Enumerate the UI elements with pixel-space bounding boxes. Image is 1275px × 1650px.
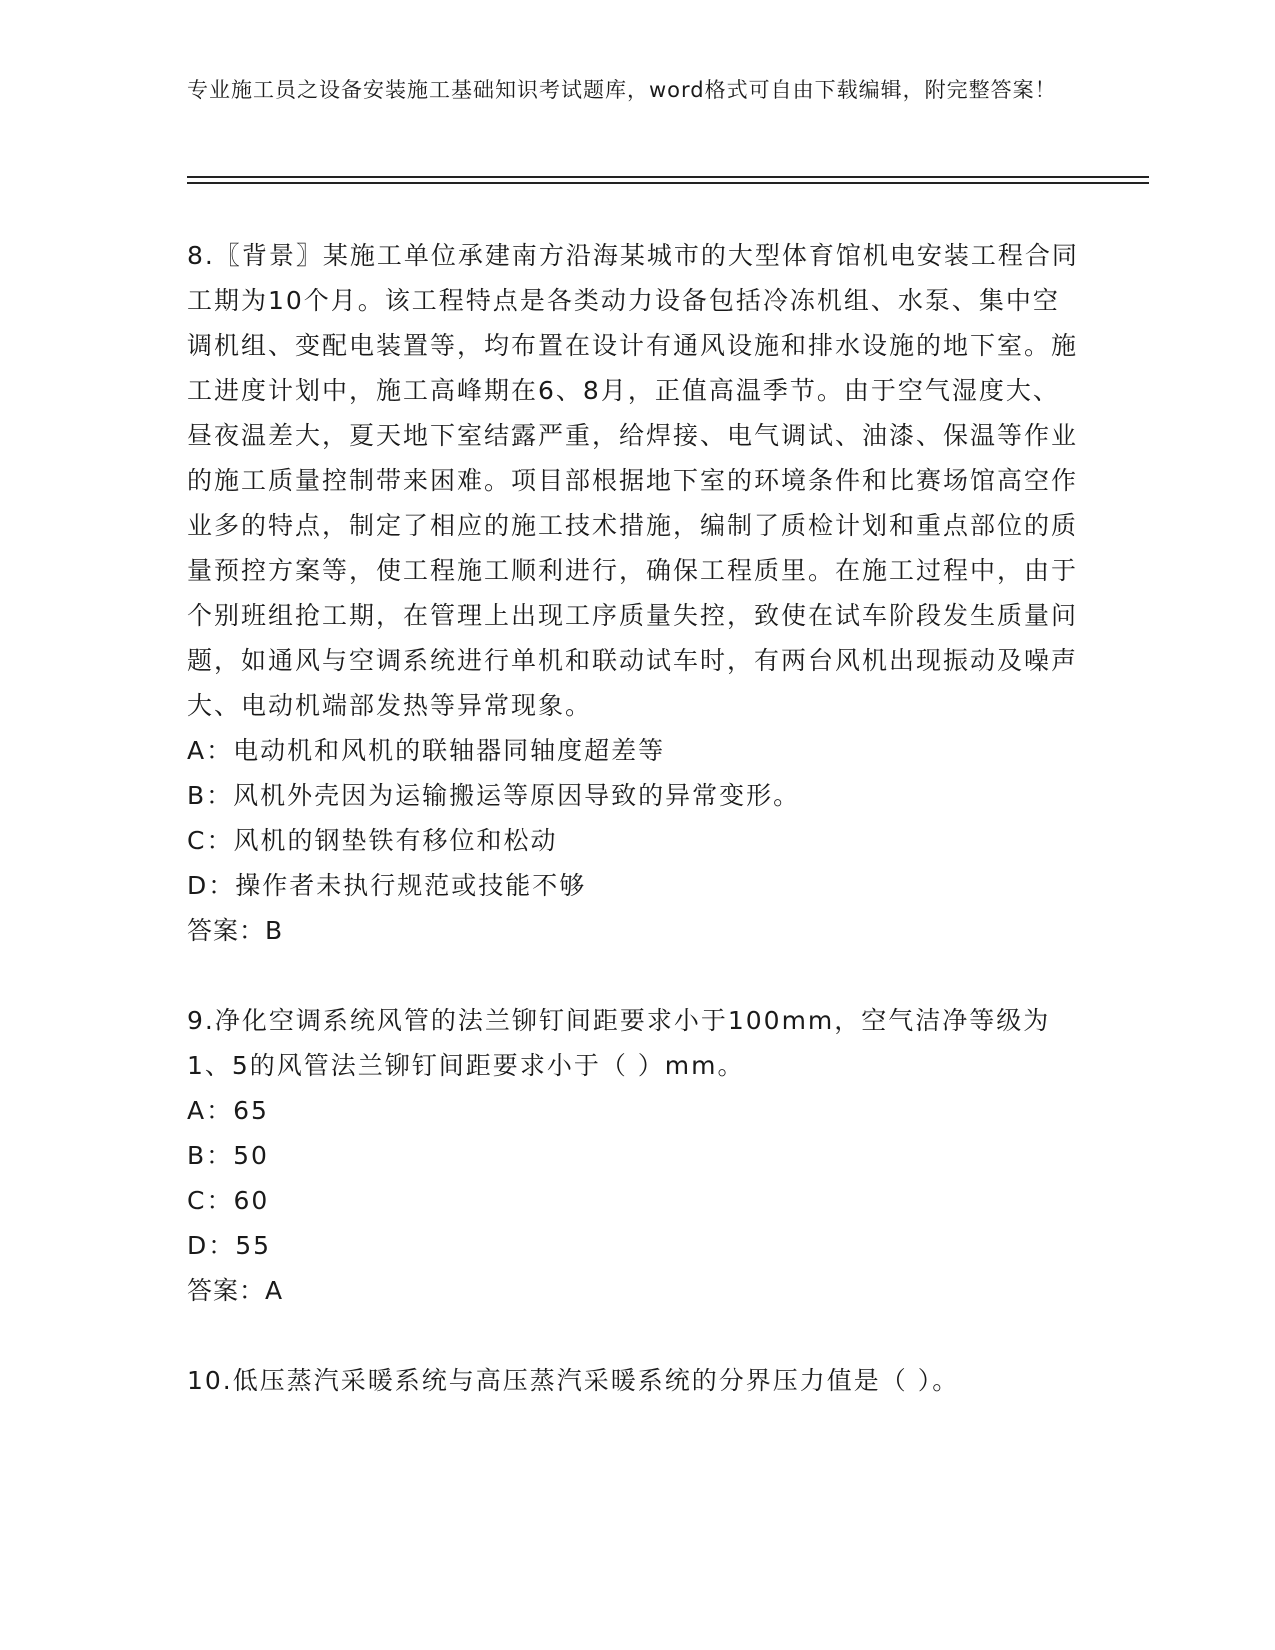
question-text bbox=[187, 1358, 1082, 1403]
option-c: C：风机的钢垫铁有移位和松动 bbox=[187, 826, 558, 855]
option-b: B：风机外壳因为运输搬运等原因导致的异常变形。 bbox=[187, 781, 801, 810]
question-spacer bbox=[187, 953, 1082, 998]
question-spacer bbox=[187, 1313, 1082, 1358]
question-text bbox=[187, 233, 1082, 728]
option-b: B：50 bbox=[187, 1141, 269, 1170]
question-text bbox=[187, 998, 1082, 1088]
question-number: 9. bbox=[187, 1006, 215, 1035]
question-number: 8. bbox=[187, 241, 215, 270]
option-a: A：65 bbox=[187, 1096, 269, 1125]
header-text: 专业施工员之设备安装施工基础知识考试题库，word格式可自由下载编辑，附完整答案！ bbox=[187, 78, 1057, 102]
page-header bbox=[187, 74, 1067, 107]
question-10 bbox=[187, 1358, 1082, 1403]
option-a: A：电动机和风机的联轴器同轴度超差等 bbox=[187, 736, 666, 765]
question-body: 〖背景〗某施工单位承建南方沿海某城市的大型体育馆机电安装工程合同工期为10个月。该工程特点是各类动力设备包括冷冻机组、水泵、集中空调机组、变配电装置等，均布置在设计有通风设施和排水设施的地下室。施工进度计划中，施工高峰期在6、8月，正值高温季节。由于空气湿度大、昼夜温差大，夏天地下室结露严重，给焊接、电气调试、油漆、保温等作业的施工质量控制带来困难。项目部根据地下室的环境条件和比赛场馆高空作业多的特点，制定了相应的施工技术措施，编制了质检计划和重点部位的质量预控方案等，使工程施工顺利进行，确保工程质里。在施工过程中，由于个别班组抢工期，在管理上出现工序质量失控，致使在试车阶段发生质量问题，如通风与空调系统进行单机和联动试车时，有两台风机出现振动及噪声大、电动机端部发热等异常现象。 bbox=[187, 241, 1079, 720]
answer: 答案：B bbox=[187, 916, 284, 945]
answer: 答案：A bbox=[187, 1276, 284, 1305]
question-body: 低压蒸汽采暖系统与高压蒸汽采暖系统的分界压力值是（ ）。 bbox=[232, 1366, 960, 1395]
question-body: 净化空调系统风管的法兰铆钉间距要求小于100mm，空气洁净等级为1、5的风管法兰铆钉间距要求小于（ ）mm。 bbox=[187, 1006, 1051, 1080]
option-d: D：操作者未执行规范或技能不够 bbox=[187, 871, 587, 900]
option-c: C：60 bbox=[187, 1186, 270, 1215]
question-9 bbox=[187, 998, 1082, 1313]
option-d: D：55 bbox=[187, 1231, 272, 1260]
header-rule-top bbox=[187, 176, 1149, 178]
header-rule-bottom bbox=[187, 182, 1149, 184]
question-number: 10. bbox=[187, 1366, 233, 1395]
question-list bbox=[187, 233, 1082, 1403]
question-8 bbox=[187, 233, 1082, 953]
